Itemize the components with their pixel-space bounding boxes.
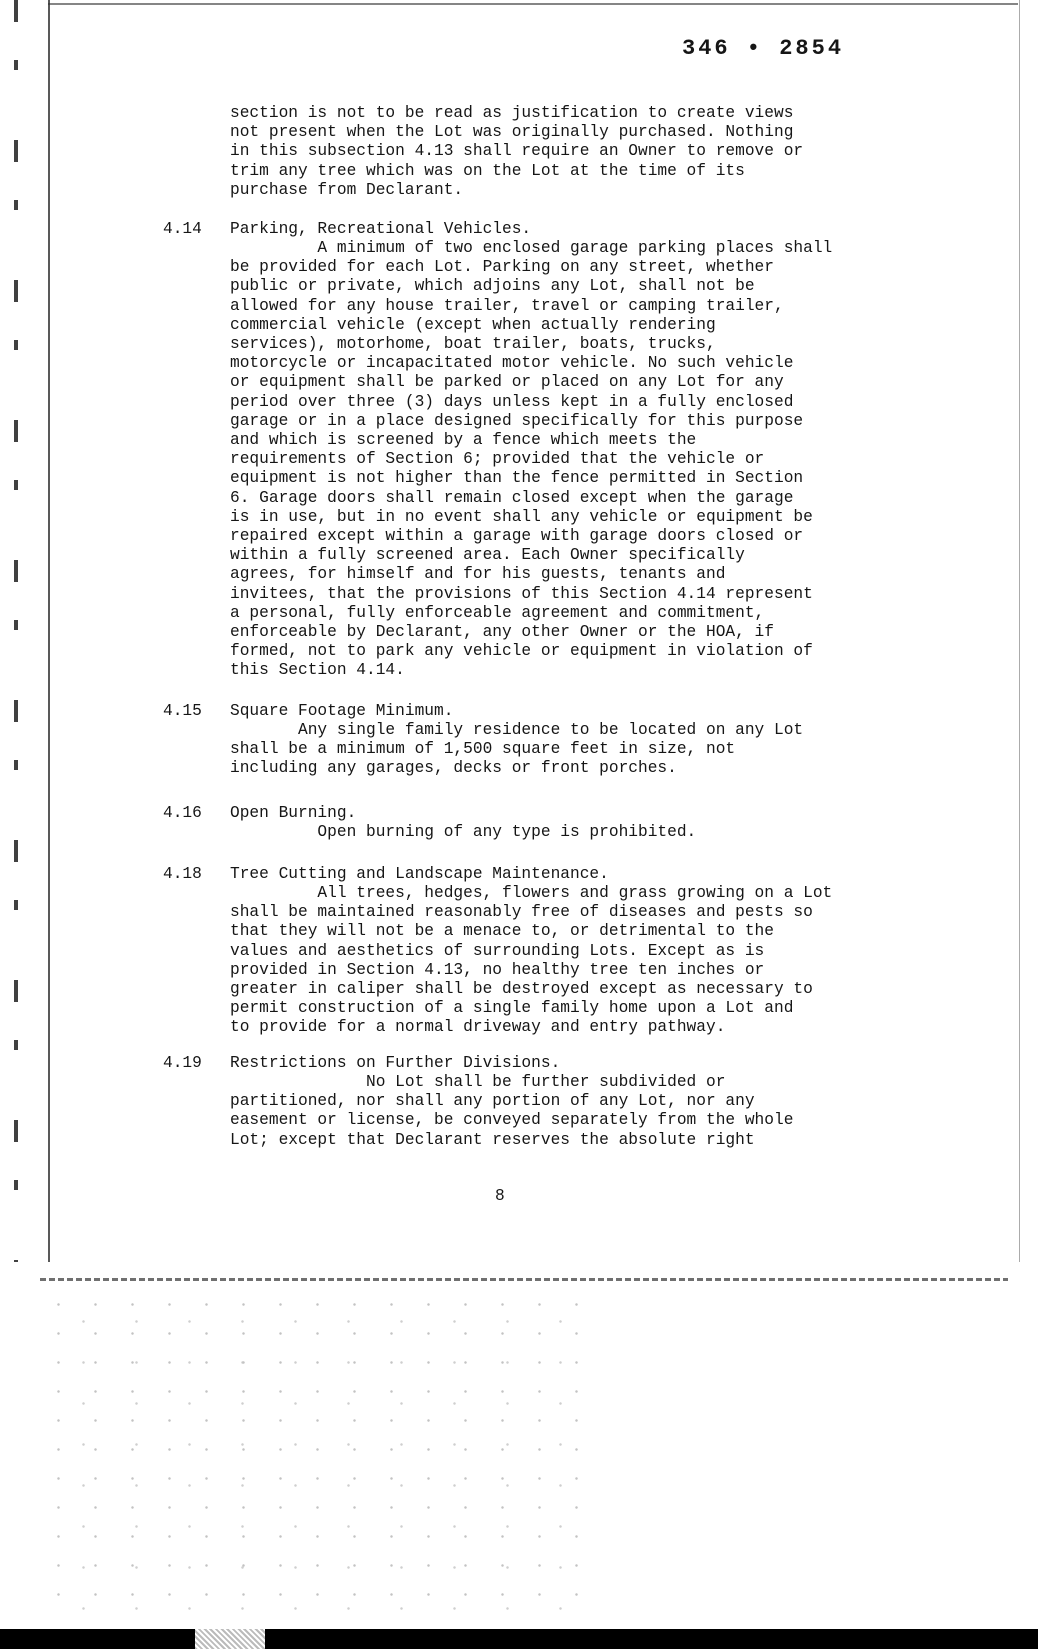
scan-top-border	[48, 3, 1018, 5]
scan-edge-artifact	[14, 0, 18, 1262]
section-body: Any single family residence to be located on any Lot shall be a minimum of 1,500 square feet in size, not including any garages, decks or front porches.	[230, 721, 804, 778]
intro-paragraph: section is not to be read as justification to create views not present when the Lot was originally purchased. Nothing in this subsection 4.13 shall require an Owner to remove or trim any tree which was on the Lot at the time of its purchase from Declarant.	[230, 104, 804, 199]
section-number: 4.16	[163, 804, 202, 822]
section-title: Square Footage Minimum.	[230, 702, 454, 720]
section-number: 4.18	[163, 865, 202, 883]
section-body: No Lot shall be further subdivided or partitioned, nor shall any portion of any Lot, nor any easement or license, be conveyed separately from the whole Lot; except that Declarant reserves the absolute right	[230, 1073, 794, 1149]
scan-bottom-gap	[195, 1629, 265, 1649]
section-number: 4.19	[163, 1054, 202, 1072]
section-title: Parking, Recreational Vehicles.	[230, 220, 532, 238]
scan-right-border	[1019, 0, 1020, 1262]
section-title: Tree Cutting and Landscape Maintenance.	[230, 865, 609, 883]
section-number: 4.15	[163, 702, 202, 720]
section-title: Restrictions on Further Divisions.	[230, 1054, 561, 1072]
scan-bottom-border	[40, 1278, 1008, 1281]
section-body: A minimum of two enclosed garage parking places shall be provided for each Lot. Parking on any street, whether public or private, which adjoins any Lot, shall not be allowed for any house trailer, travel or camping trailer, commercial vehicle (except when actually rendering services), motorhome, boat trailer, boats, trucks, motorcycle or incapacitated motor vehicle. No such vehicle or equipment shall be parked or placed on any Lot for any period over three (3) days unless kept in a fully enclosed garage or in a place designed specifically for this purpose and which is screened by a fence which meets the requirements of Section 6; provided that the vehicle or equipment is not higher than the fence permitted in Section 6. Garage doors shall remain closed except when the garage is in use, but in no event shall any vehicle or equipment be repaired except within a garage with garage doors closed or within a fully screened area. Each Owner specifically agrees, for himself and for his guests, tenants and invitees, that the provisions of this Section 4.14 represent a personal, fully enforceable agreement and commitment, enforceable by Declarant, any other Owner or the HOA, if formed, not to park any vehicle or equipment in violation of this Section 4.14.	[230, 239, 833, 680]
page-number: 8	[495, 1187, 505, 1205]
section-body: All trees, hedges, flowers and grass growing on a Lot shall be maintained reasonably free of diseases and pests so that they will not be a menace to, or detrimental to the values and aesthetics of surrounding Lots. Except as is provided in Section 4.13, no healthy tree ten inches or greater in caliper shall be destroyed except as necessary to permit construction of a single family home upon a Lot and to provide for a normal driveway and entry pathway.	[230, 884, 833, 1037]
section-title: Open Burning.	[230, 804, 357, 822]
section-number: 4.14	[163, 220, 202, 238]
section-body: Open burning of any type is prohibited.	[230, 823, 697, 841]
scan-noise	[40, 1290, 600, 1610]
scan-left-border	[48, 0, 50, 1262]
scan-bottom-bar	[0, 1629, 1038, 1649]
document-number: 346 • 2854	[682, 36, 845, 61]
